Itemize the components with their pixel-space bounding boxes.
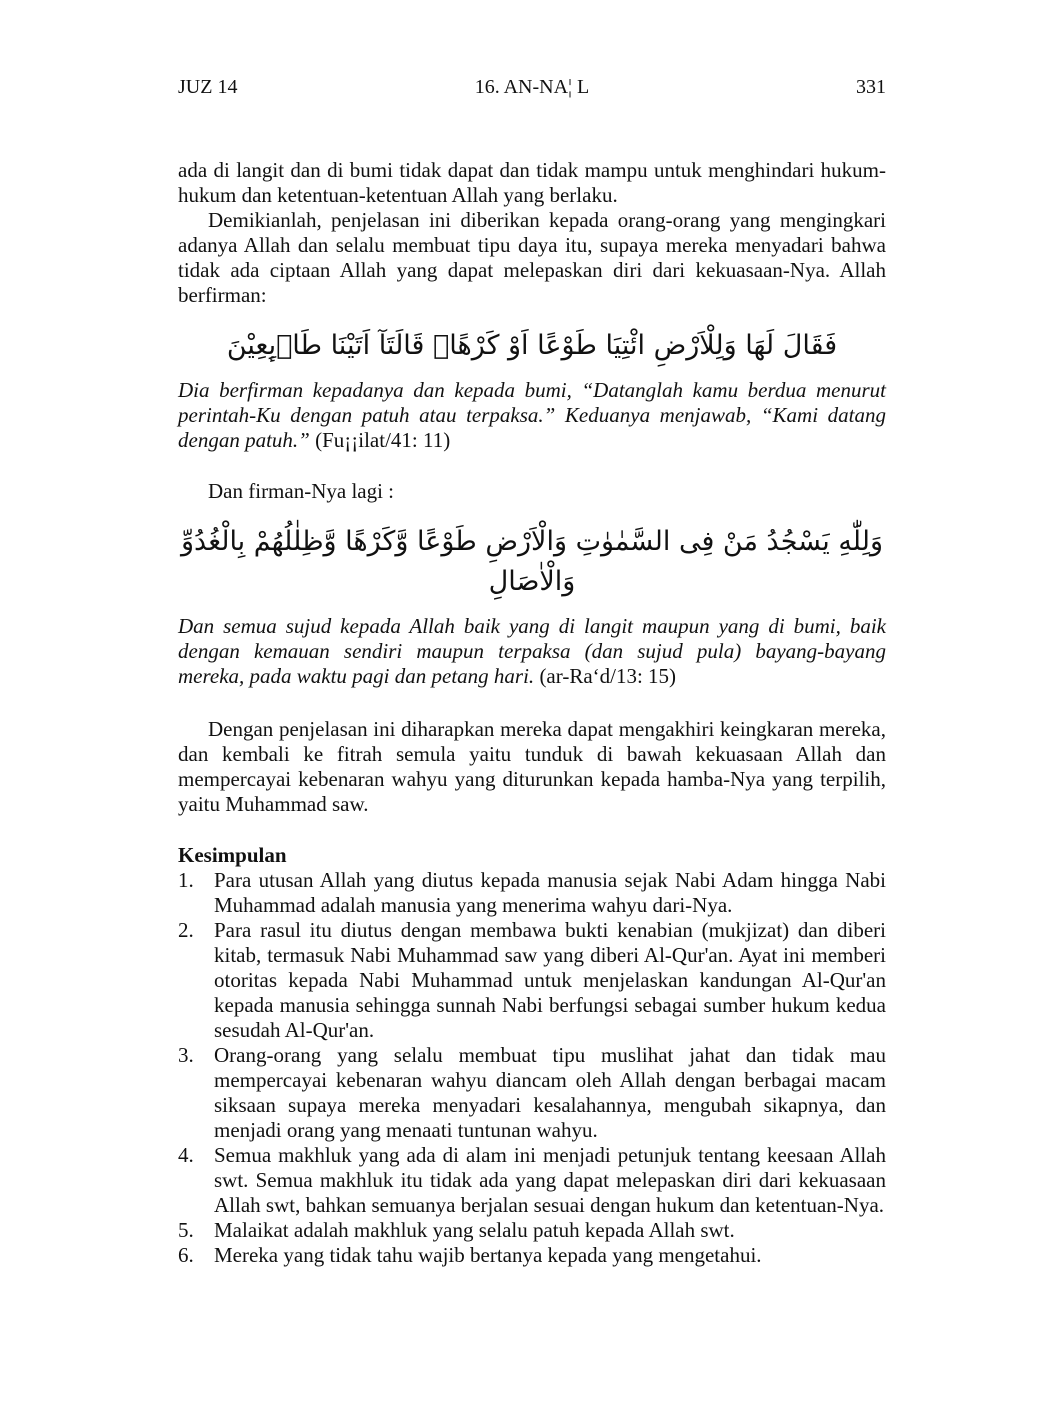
translation-text: Dan semua sujud kepada Allah baik yang di langit maupun yang di bumi, baik dengan kemauan sendiri maupun terpaksa (dan sujud pula) bayang-bayang mereka, pada waktu pagi dan petang hari.: [178, 614, 886, 688]
item-text: Malaikat adalah makhluk yang selalu patuh kepada Allah swt.: [214, 1218, 735, 1242]
item-text: Semua makhluk yang ada di alam ini menjadi petunjuk tentang keesaan Allah swt. Semua makhluk itu tidak ada yang dapat melepaskan diri dari kekuasaan Allah swt, bahkan semuanya berjalan sesuai dengan hukum dan ketentuan-Nya.: [214, 1143, 886, 1217]
surah-title: 16. AN-NA¦ L: [474, 76, 590, 98]
main-content: [178, 158, 886, 1268]
list-item: [178, 1243, 886, 1268]
item-number: 5.: [178, 1218, 194, 1242]
section-heading: Kesimpulan: [178, 843, 287, 867]
list-item: [178, 1218, 886, 1243]
list-item: [178, 1043, 886, 1143]
item-number: 4.: [178, 1143, 194, 1167]
item-text: Mereka yang tidak tahu wajib bertanya kepada yang mengetahui.: [214, 1243, 762, 1267]
list-item: [178, 918, 886, 1043]
verse-reference: (ar-Ra‘d/13: 15): [534, 664, 677, 688]
item-text: Para rasul itu diutus dengan membawa bukti kenabian (mukjizat) dan diberi kitab, termasuk Nabi Muhammad saw yang diberi Al-Qur'an. Ayat ini memberi otoritas kepada Nabi Muhammad untuk menjelaskan kandungan Al-Qur'an kepada manusia sehingga sunnah Nabi berfungsi sebagai sumber hukum kedua sesudah Al-Qur'an.: [214, 918, 886, 1042]
arabic-verse-rad: وَلِلّٰهِ يَسْجُدُ مَنْ فِى السَّمٰوٰتِ وَالْاَرْضِ طَوْعًا وَّكَرْهًا وَّظِلٰلُهُمْ بِالْغُدُوِّ وَالْاٰصَالِ: [180, 526, 883, 597]
list-item: [178, 868, 886, 918]
list-item: [178, 1143, 886, 1218]
page-header: [178, 76, 886, 102]
item-number: 2.: [178, 918, 194, 942]
paragraph-continued: ada di langit dan di bumi tidak dapat dan tidak mampu untuk menghindari hukum-hukum dan ketentuan-ketentuan Allah yang berlaku.: [178, 158, 886, 207]
juz-label: JUZ 14: [178, 76, 238, 98]
page-number: 331: [856, 76, 886, 98]
paragraph-explanation: Demikianlah, penjelasan ini diberikan kepada orang-orang yang mengingkari adanya Allah dan selalu membuat tipu daya itu, supaya mereka menyadari bahwa tidak ada ciptaan Allah yang dapat melepaskan diri dari kekuasaan-Nya. Allah berfirman:: [178, 208, 886, 307]
item-text: Para utusan Allah yang diutus kepada manusia sejak Nabi Adam hingga Nabi Muhammad adalah manusia yang menerima wahyu dari-Nya.: [214, 868, 886, 917]
item-number: 6.: [178, 1243, 194, 1267]
translation-rad: [178, 614, 886, 689]
paragraph-conclusion-intro: Dengan penjelasan ini diharapkan mereka dapat mengakhiri keingkaran mereka, dan kembali ke fitrah semula yaitu tunduk di bawah kekuasaan Allah dan mempercayai kebenaran wahyu yang diturunkan kepada hamba-Nya yang terpilih, yaitu Muhammad saw.: [178, 717, 886, 816]
item-number: 3.: [178, 1043, 194, 1067]
item-number: 1.: [178, 868, 194, 892]
verse-reference: (Fu¡¡ilat/41: 11): [309, 428, 451, 452]
translation-fussilat: [178, 378, 886, 453]
translation-text: Dia berfirman kepadanya dan kepada bumi, “Datanglah kamu berdua menurut perintah-Ku dengan patuh atau terpaksa.” Keduanya menjawab, “Kami datang dengan patuh.”: [178, 378, 886, 452]
item-text: Orang-orang yang selalu membuat tipu muslihat jahat dan tidak mau mempercayai kebenaran wahyu diancam oleh Allah dengan berbagai macam siksaan supaya mereka menyadari kesalahannya, mengubah sikapnya, dan menjadi orang yang menaati tuntunan wahyu.: [214, 1043, 886, 1142]
firman-intro: Dan firman-Nya lagi :: [208, 479, 395, 503]
arabic-verse-fussilat: فَقَالَ لَهَا وَلِلْاَرْضِ ائْتِيَا طَوْعًا اَوْ كَرْهًاۗ قَالَتَآ اَتَيْنَا طَاۤىِٕعِيْنَ: [226, 330, 838, 361]
conclusion-list: [178, 868, 886, 1268]
